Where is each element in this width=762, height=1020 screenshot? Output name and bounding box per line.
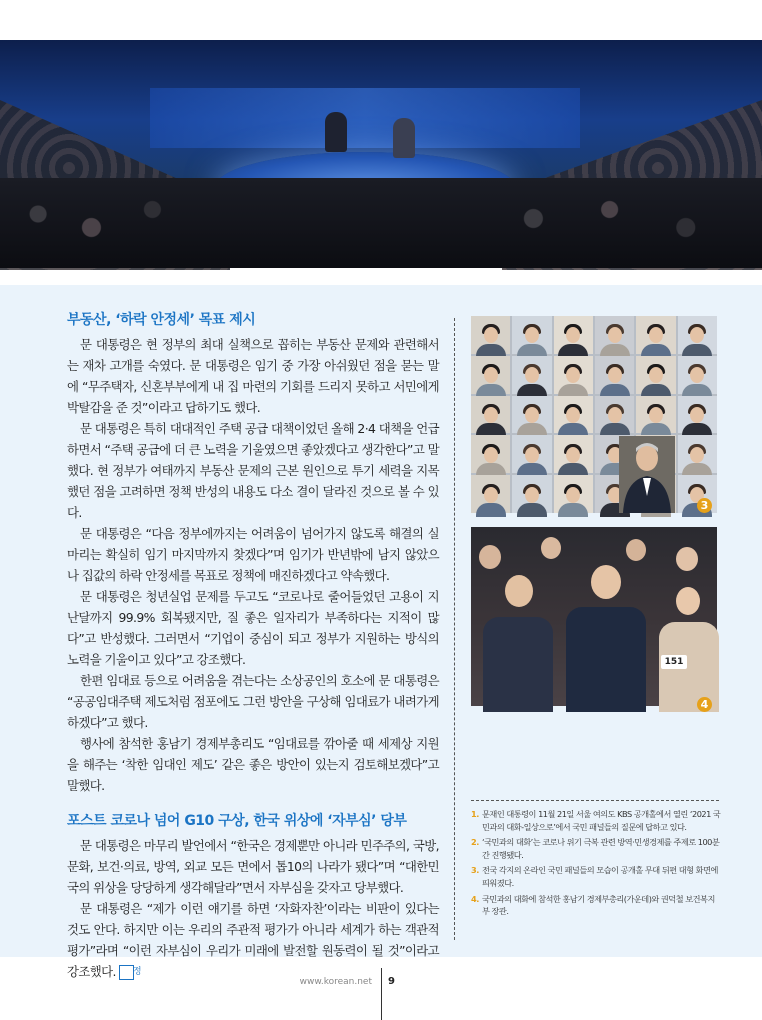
tile-body bbox=[517, 503, 547, 517]
photo-number-badge: 4 bbox=[697, 697, 712, 712]
video-tile bbox=[471, 475, 510, 513]
page-number: 9 bbox=[388, 976, 395, 987]
tile-face bbox=[484, 327, 498, 343]
video-tile bbox=[512, 316, 551, 354]
tile-face bbox=[484, 407, 498, 423]
tile-face bbox=[566, 487, 580, 503]
tile-face bbox=[690, 447, 704, 463]
video-wall-photo bbox=[471, 316, 717, 513]
audience-face bbox=[479, 545, 501, 569]
host-figure bbox=[393, 118, 415, 158]
paragraph-text: 문 대통령은 “제가 이런 얘기를 하면 ‘자화자찬’이라는 비판이 있다는 것도 안다. 하지만 이는 우리의 주관적 평가가 아니라 세계가 하는 객관적 평가”라며 “이런 자부심이 우리가 미래에 발전할 원동력이 될 것”이라고 강조했다. bbox=[67, 901, 439, 979]
tile-body bbox=[558, 503, 588, 517]
video-tile bbox=[678, 396, 717, 434]
tile-face bbox=[525, 447, 539, 463]
caption-text: ‘국민과의 대화’는 코로나 위기 극복 관련 방역·민생경제를 주제로 100분간 진행됐다. bbox=[482, 837, 720, 860]
person-suit bbox=[483, 617, 553, 712]
tile-face bbox=[484, 367, 498, 383]
end-mark-icon: 정 bbox=[119, 965, 134, 980]
audience-face bbox=[541, 537, 561, 559]
video-tile bbox=[512, 475, 551, 513]
video-tile bbox=[554, 316, 593, 354]
paragraph: 행사에 참석한 홍남기 경제부총리도 “임대료를 깎아줄 때 세제상 지원을 해주는 ‘착한 임대인 제도’ 같은 좋은 방안이 있는지 검토해보겠다”고 말했다. bbox=[67, 736, 439, 793]
video-tile bbox=[595, 316, 634, 354]
tile-body bbox=[476, 503, 506, 517]
video-tile bbox=[678, 435, 717, 473]
tile-face bbox=[649, 367, 663, 383]
audience-face bbox=[676, 547, 698, 571]
video-tile bbox=[512, 356, 551, 394]
tile-face bbox=[608, 327, 622, 343]
tile-face bbox=[566, 367, 580, 383]
hero-photo bbox=[0, 40, 762, 268]
caption-item bbox=[471, 893, 721, 918]
paragraph: 문 대통령은 특히 대대적인 주택 공급 대책이었던 올해 2·4 대책을 언급하면서 “주택 공급에 더 큰 노력을 기울였으면 좋았겠다고 생각한다”고 말했다. 현 정부가 여태까지 부동산 문제의 근본 원인으로 투기 세력을 지목했던 점을 고려하면 정책 반성의 내용도 다소 결이 달라진 것으로 볼 수 있다. bbox=[67, 421, 439, 520]
tile-face bbox=[690, 327, 704, 343]
video-tile bbox=[512, 396, 551, 434]
paragraph: 문 대통령은 청년실업 문제를 두고도 “코로나로 줄어들었던 고용이 지난달까지 99.9% 회복됐지만, 질 좋은 일자리가 부족하다는 지적이 많다”고 반성했다. 그러면서 “기업이 중심이 되고 정부가 지원하는 방식의 노력을 기울이고 있다”고 강조했다. bbox=[67, 589, 439, 667]
tile-face bbox=[649, 407, 663, 423]
caption-number: 4. bbox=[471, 893, 479, 904]
tile-face bbox=[608, 367, 622, 383]
minister-face bbox=[505, 575, 533, 607]
tile-face bbox=[566, 447, 580, 463]
footer-divider bbox=[381, 968, 382, 1020]
video-wall-grid bbox=[471, 316, 717, 513]
video-tile bbox=[471, 356, 510, 394]
tile-face bbox=[566, 407, 580, 423]
caption-number: 1. bbox=[471, 809, 479, 819]
section-2 bbox=[67, 811, 439, 982]
video-tile bbox=[471, 316, 510, 354]
president-figure bbox=[325, 112, 347, 152]
photo-captions bbox=[471, 808, 721, 921]
person-suit bbox=[566, 607, 646, 712]
video-tile bbox=[678, 316, 717, 354]
tile-face bbox=[525, 367, 539, 383]
caption-item bbox=[471, 864, 721, 889]
video-tile bbox=[636, 396, 675, 434]
tile-face bbox=[525, 327, 539, 343]
caption-item bbox=[471, 808, 721, 833]
video-tile bbox=[471, 396, 510, 434]
paragraph: 문 대통령은 현 정부의 최대 실책으로 꼽히는 부동산 문제와 관련해서는 재차 고개를 숙였다. 문 대통령은 임기 중 가장 아쉬웠던 점을 묻는 말에 “무주택자, 신혼부부에게 내 집 마련의 기회를 드리지 못하고 서민에게 박탈감을 준 것”이라고 답하기도 했다. bbox=[67, 337, 439, 415]
audience-face bbox=[626, 539, 646, 561]
tile-face bbox=[566, 327, 580, 343]
studio-screen bbox=[150, 88, 580, 148]
caption-divider bbox=[471, 800, 719, 801]
paragraph: 문 대통령은 마무리 발언에서 “한국은 경제뿐만 아니라 민주주의, 국방, 문화, 보건·의료, 방역, 외교 모든 면에서 톱10의 나라가 됐다”며 “대한민국의 위상을 당당하게 생각해달라”면서 자부심을 갖자고 당부했다. bbox=[67, 838, 439, 895]
video-tile bbox=[636, 356, 675, 394]
video-tile bbox=[595, 396, 634, 434]
paragraph: 한편 임대료 등으로 어려움을 겪는다는 소상공인의 호소에 문 대통령은 “공공임대주택 제도처럼 점포에도 그런 방안을 구상해 임대료가 내려가게 하겠다”고 했다. bbox=[67, 673, 439, 730]
audience-photo bbox=[471, 527, 717, 711]
caption-text: 문재인 대통령이 11월 21일 서울 여의도 KBS 공개홀에서 열린 ‘2021 국민과의 대화-일상으로’에서 국민 패널들의 질문에 답하고 있다. bbox=[482, 809, 721, 832]
video-tile bbox=[554, 356, 593, 394]
footer-url: www.korean.net bbox=[299, 977, 372, 987]
section-heading: 포스트 코로나 넘어 G10 구상, 한국 위상에 ‘자부심’ 당부 bbox=[67, 813, 407, 829]
seat-number-card: 151 bbox=[661, 655, 687, 669]
tile-face bbox=[690, 367, 704, 383]
photo-number-badge: 3 bbox=[697, 498, 712, 513]
tile-face bbox=[484, 487, 498, 503]
article-body bbox=[67, 310, 439, 982]
tile-face bbox=[525, 487, 539, 503]
tile-face bbox=[608, 407, 622, 423]
president-figure bbox=[619, 436, 675, 513]
audience-front bbox=[0, 178, 762, 268]
section-heading: 부동산, ‘하락 안정세’ 목표 제시 bbox=[67, 312, 256, 328]
deputy-pm-face bbox=[591, 565, 621, 599]
column-divider bbox=[454, 318, 455, 940]
video-tile bbox=[636, 316, 675, 354]
paragraph: 문 대통령은 “다음 정부에까지는 어려움이 넘어가지 않도록 해결의 실마리는 확실히 임기 마지막까지 찾겠다”며 임기가 반년밖에 남지 않았으나 집값의 하락 안정세를 목표로 정책에 매진하겠다고 약속했다. bbox=[67, 526, 439, 583]
caption-number: 2. bbox=[471, 837, 479, 848]
audience-face bbox=[676, 587, 700, 615]
tile-face bbox=[690, 407, 704, 423]
tile-face bbox=[484, 447, 498, 463]
tile-face bbox=[649, 327, 663, 343]
caption-text: 국민과의 대화에 참석한 홍남기 경제부총리(가운데)와 권덕철 보건복지부 장관. bbox=[482, 893, 715, 917]
video-tile bbox=[554, 475, 593, 513]
paragraph bbox=[67, 898, 439, 982]
video-tile bbox=[595, 356, 634, 394]
video-tile bbox=[554, 435, 593, 473]
tile-face bbox=[525, 407, 539, 423]
video-tile bbox=[678, 356, 717, 394]
caption-item bbox=[471, 836, 721, 861]
caption-number: 3. bbox=[471, 865, 479, 876]
video-tile bbox=[512, 435, 551, 473]
video-tile bbox=[471, 435, 510, 473]
caption-text: 전국 각지의 온라인 국민 패널들의 모습이 공개홀 무대 뒤편 대형 화면에 띄워졌다. bbox=[482, 865, 718, 888]
video-tile bbox=[554, 396, 593, 434]
